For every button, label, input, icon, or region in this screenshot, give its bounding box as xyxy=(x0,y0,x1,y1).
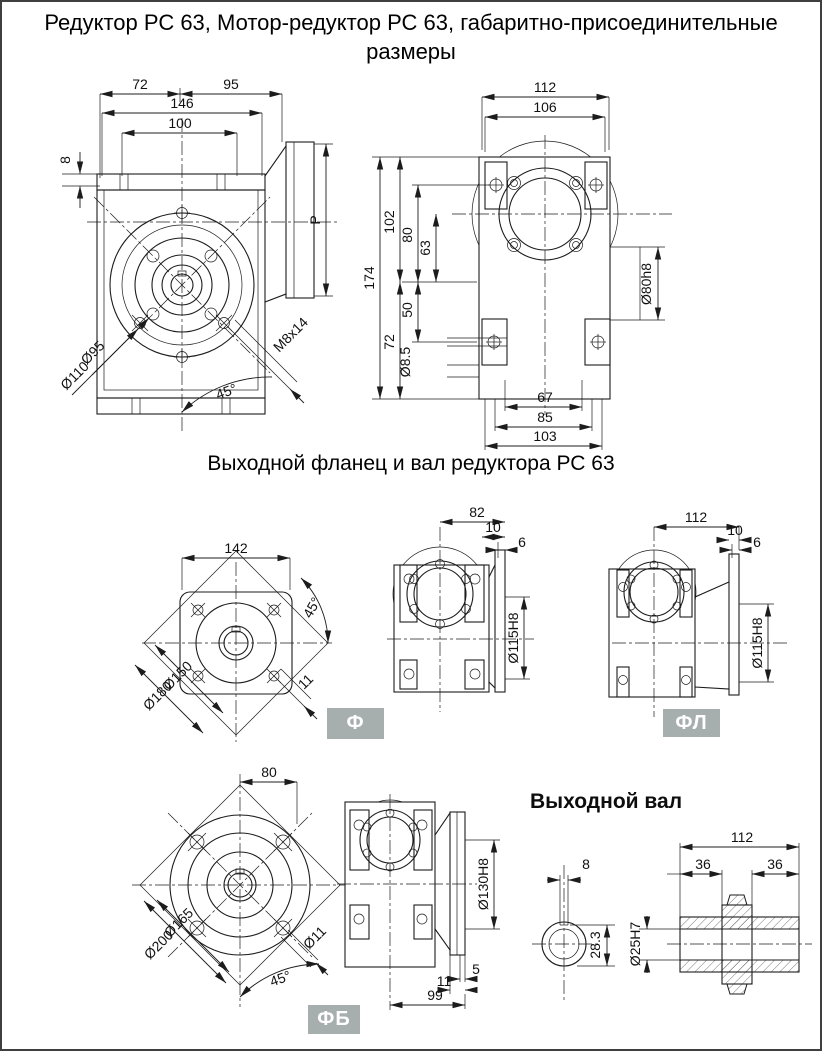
dim-28-3: 28.3 xyxy=(587,931,603,959)
variant-badge-f: Ф xyxy=(327,708,384,739)
dim-67: 67 xyxy=(537,389,553,405)
dim-10-f: 10 xyxy=(485,519,501,535)
variant-badge-fb: ФБ xyxy=(308,1005,360,1034)
dim-p: P xyxy=(307,215,323,225)
dim-10-fl: 10 xyxy=(727,522,743,538)
dim-11-fb: 11 xyxy=(436,973,452,989)
dim-6-f: 6 xyxy=(518,534,526,550)
dim-80-fb: 80 xyxy=(261,764,277,780)
dim-d150: Ø150 xyxy=(159,657,196,694)
dim-142: 142 xyxy=(224,540,248,556)
flange-section-title: Выходной фланец и вал редуктора РС 63 xyxy=(207,452,615,475)
dim-106: 106 xyxy=(533,99,557,115)
dim-d95: Ø95 xyxy=(77,337,108,368)
dim-d200: Ø200 xyxy=(140,926,177,963)
dim-99: 99 xyxy=(427,987,443,1003)
output-shaft-drawing xyxy=(527,817,817,1017)
dim-d130h8: Ø130H8 xyxy=(475,857,491,911)
dim-key-8: 8 xyxy=(582,856,590,872)
dim-45deg-flange: 45° xyxy=(299,594,324,621)
shaft-section-title: Выходной вал xyxy=(530,790,683,813)
dim-63: 63 xyxy=(417,240,433,256)
dim-45deg-fb: 45° xyxy=(267,967,293,990)
dim-11: 11 xyxy=(294,670,317,693)
dim-d25h7: Ø25H7 xyxy=(627,921,643,967)
dim-d110: Ø110 xyxy=(57,358,92,393)
dim-d80h8: Ø80h8 xyxy=(638,262,654,306)
dim-36-right: 36 xyxy=(767,856,783,872)
dim-100: 100 xyxy=(168,115,192,131)
dim-d115h8-fl: Ø115H8 xyxy=(749,617,765,669)
dim-50: 50 xyxy=(399,302,415,318)
gearbox-front-view-drawing xyxy=(32,76,397,452)
dim-45deg: 45° xyxy=(213,380,239,403)
dim-36-left: 36 xyxy=(695,856,711,872)
dim-d165: Ø165 xyxy=(160,904,197,941)
page-title: Редуктор РС 63, Мотор-редуктор РС 63, габаритно-присоединительные размеры xyxy=(44,10,778,65)
dim-5: 5 xyxy=(472,961,480,977)
dim-d115h8-f: Ø115H8 xyxy=(505,612,521,664)
dim-112-shaft: 112 xyxy=(730,829,754,845)
variant-badge-fl: ФЛ xyxy=(663,709,720,737)
dim-82: 82 xyxy=(469,504,485,520)
gearbox-side-view-drawing xyxy=(362,80,807,452)
dim-72: 72 xyxy=(132,76,148,92)
dim-112-fl: 112 xyxy=(684,509,708,525)
flange-f-side-drawing xyxy=(362,502,562,752)
dim-8: 8 xyxy=(57,156,73,164)
dim-174: 174 xyxy=(361,266,377,290)
dim-80: 80 xyxy=(399,227,415,243)
dim-d11: Ø11 xyxy=(299,922,330,953)
dim-146: 146 xyxy=(170,95,194,111)
dim-102: 102 xyxy=(381,210,397,234)
dim-6-fl: 6 xyxy=(753,534,761,550)
dim-95: 95 xyxy=(223,76,239,92)
dim-d8-5: Ø8.5 xyxy=(397,346,413,378)
flange-fb-side-drawing xyxy=(337,782,552,1017)
dim-112: 112 xyxy=(533,79,557,95)
dim-103: 103 xyxy=(533,428,557,444)
dim-72-side: 72 xyxy=(381,334,397,350)
dim-d180: Ø180 xyxy=(139,677,176,714)
dim-85: 85 xyxy=(537,409,553,425)
dim-m8x14: M8x14 xyxy=(269,313,311,355)
